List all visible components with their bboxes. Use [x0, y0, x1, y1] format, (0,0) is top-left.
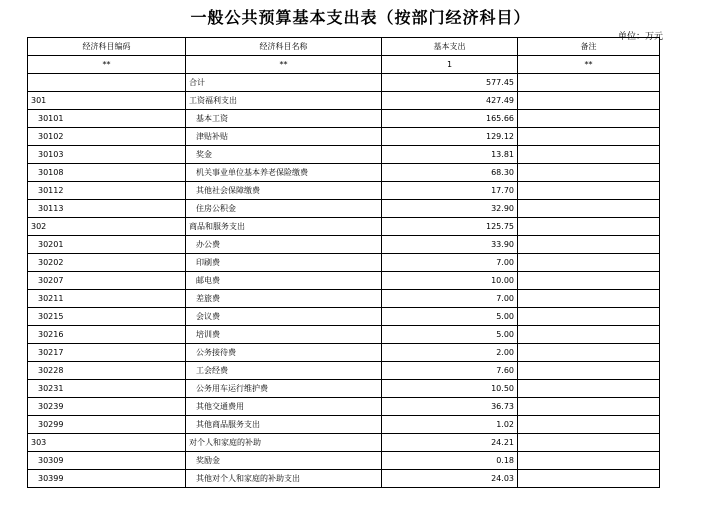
- unit-label: 单位：万元: [617, 32, 663, 42]
- cell-amount: 2.00: [382, 344, 518, 362]
- budget-table: [27, 37, 660, 488]
- cell-code: 303: [28, 434, 186, 452]
- cell-note: [518, 254, 660, 272]
- cell-name: 其他社会保障缴费: [186, 182, 382, 200]
- table-row: [28, 344, 660, 362]
- table-row: [28, 272, 660, 290]
- cell-code: 30108: [28, 164, 186, 182]
- cell-amount: 10.50: [382, 380, 518, 398]
- cell-amount: 129.12: [382, 128, 518, 146]
- cell-name: 住房公积金: [186, 200, 382, 218]
- cell-note: [518, 110, 660, 128]
- cell-code: 30231: [28, 380, 186, 398]
- cell-amount: 24.21: [382, 434, 518, 452]
- cell-name: 基本工资: [186, 110, 382, 128]
- page-title: 一般公共预算基本支出表（按部门经济科目）: [190, 8, 531, 27]
- cell-note: [518, 416, 660, 434]
- cell-name: 其他商品服务支出: [186, 416, 382, 434]
- cell-note: [518, 236, 660, 254]
- cell-note: [518, 362, 660, 380]
- table-row: [28, 110, 660, 128]
- cell-code: 30112: [28, 182, 186, 200]
- cell-code: 30217: [28, 344, 186, 362]
- cell-name: 培训费: [186, 326, 382, 344]
- cell-name: 差旅费: [186, 290, 382, 308]
- table-row: [28, 470, 660, 488]
- table-row: [28, 74, 660, 92]
- cell-amount: 0.18: [382, 452, 518, 470]
- cell-note: [518, 218, 660, 236]
- cell-amount: 5.00: [382, 326, 518, 344]
- table-header-row: [28, 38, 660, 56]
- cell-note: [518, 200, 660, 218]
- cell-name: 其他交通费用: [186, 398, 382, 416]
- cell-note: [518, 452, 660, 470]
- cell-note: [518, 308, 660, 326]
- cell-note: [518, 326, 660, 344]
- marker-note: **: [518, 56, 660, 74]
- cell-code: 30101: [28, 110, 186, 128]
- cell-note: [518, 344, 660, 362]
- cell-name: 商品和服务支出: [186, 218, 382, 236]
- cell-amount: 125.75: [382, 218, 518, 236]
- table-row: [28, 326, 660, 344]
- cell-note: [518, 398, 660, 416]
- table-row: [28, 182, 660, 200]
- cell-amount: 165.66: [382, 110, 518, 128]
- cell-name: 津贴补贴: [186, 128, 382, 146]
- header-code: 经济科目编码: [28, 38, 186, 56]
- table-row: [28, 146, 660, 164]
- cell-name: 办公费: [186, 236, 382, 254]
- cell-name: 工会经费: [186, 362, 382, 380]
- table-row: [28, 200, 660, 218]
- cell-name: 邮电费: [186, 272, 382, 290]
- cell-amount: 5.00: [382, 308, 518, 326]
- cell-code: 301: [28, 92, 186, 110]
- cell-code: 30239: [28, 398, 186, 416]
- header-note: 备注: [518, 38, 660, 56]
- cell-amount: 33.90: [382, 236, 518, 254]
- cell-note: [518, 146, 660, 164]
- header-name: 经济科目名称: [186, 38, 382, 56]
- table-row: [28, 398, 660, 416]
- marker-name: **: [186, 56, 382, 74]
- cell-code: 30113: [28, 200, 186, 218]
- cell-name: 公务用车运行维护费: [186, 380, 382, 398]
- cell-code: [28, 74, 186, 92]
- table-row: [28, 362, 660, 380]
- cell-name: 奖励金: [186, 452, 382, 470]
- cell-name: 公务接待费: [186, 344, 382, 362]
- header-amount: 基本支出: [382, 38, 518, 56]
- table-row: [28, 452, 660, 470]
- table-row: [28, 128, 660, 146]
- cell-amount: 68.30: [382, 164, 518, 182]
- cell-code: 30216: [28, 326, 186, 344]
- table-row: [28, 92, 660, 110]
- cell-amount: 24.03: [382, 470, 518, 488]
- table-row: [28, 380, 660, 398]
- cell-name: 合计: [186, 74, 382, 92]
- cell-code: 30299: [28, 416, 186, 434]
- cell-amount: 32.90: [382, 200, 518, 218]
- cell-code: 30201: [28, 236, 186, 254]
- cell-amount: 7.60: [382, 362, 518, 380]
- cell-code: 30103: [28, 146, 186, 164]
- cell-amount: 17.70: [382, 182, 518, 200]
- cell-amount: 10.00: [382, 272, 518, 290]
- cell-note: [518, 164, 660, 182]
- cell-note: [518, 74, 660, 92]
- cell-name: 奖金: [186, 146, 382, 164]
- cell-amount: 1.02: [382, 416, 518, 434]
- cell-code: 30207: [28, 272, 186, 290]
- cell-name: 其他对个人和家庭的补助支出: [186, 470, 382, 488]
- marker-code: **: [28, 56, 186, 74]
- cell-code: 30228: [28, 362, 186, 380]
- cell-name: 机关事业单位基本养老保险缴费: [186, 164, 382, 182]
- cell-code: 30202: [28, 254, 186, 272]
- cell-note: [518, 434, 660, 452]
- cell-name: 会议费: [186, 308, 382, 326]
- cell-amount: 13.81: [382, 146, 518, 164]
- cell-code: 302: [28, 218, 186, 236]
- cell-note: [518, 290, 660, 308]
- cell-note: [518, 380, 660, 398]
- table-row: [28, 290, 660, 308]
- cell-note: [518, 272, 660, 290]
- cell-code: 30215: [28, 308, 186, 326]
- cell-amount: 7.00: [382, 254, 518, 272]
- cell-amount: 427.49: [382, 92, 518, 110]
- cell-code: 30399: [28, 470, 186, 488]
- marker-amount: 1: [382, 56, 518, 74]
- cell-code: 30309: [28, 452, 186, 470]
- cell-note: [518, 470, 660, 488]
- cell-note: [518, 182, 660, 200]
- table-row: [28, 218, 660, 236]
- table-row: [28, 236, 660, 254]
- cell-amount: 7.00: [382, 290, 518, 308]
- cell-note: [518, 128, 660, 146]
- cell-name: 印刷费: [186, 254, 382, 272]
- marker-row: [28, 56, 660, 74]
- cell-amount: 577.45: [382, 74, 518, 92]
- table-row: [28, 434, 660, 452]
- cell-code: 30102: [28, 128, 186, 146]
- table-row: [28, 164, 660, 182]
- table-row: [28, 254, 660, 272]
- cell-note: [518, 92, 660, 110]
- cell-amount: 36.73: [382, 398, 518, 416]
- cell-name: 对个人和家庭的补助: [186, 434, 382, 452]
- cell-name: 工资福利支出: [186, 92, 382, 110]
- table-row: [28, 416, 660, 434]
- table-row: [28, 308, 660, 326]
- cell-code: 30211: [28, 290, 186, 308]
